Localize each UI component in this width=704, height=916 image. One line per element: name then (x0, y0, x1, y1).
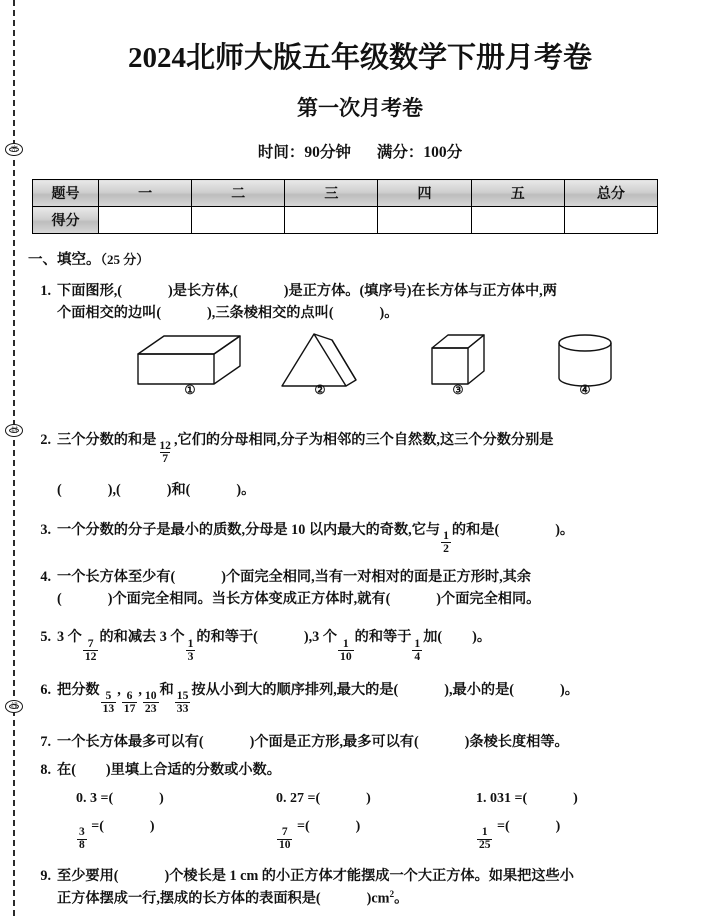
q1-text-b: )是长方体,( (168, 283, 238, 299)
q9-unit-exponent: 2 (389, 888, 395, 899)
figure-3-caption: ③ (452, 383, 464, 397)
question-8-number: 8. (40, 761, 51, 778)
score-cell-5[interactable] (564, 207, 657, 234)
q6-sep-3: 和 (159, 681, 174, 698)
question-8-fraction-row (30, 819, 690, 852)
q1-text-e: ),三条棱相交的点叫( (207, 305, 334, 321)
question-7 (30, 731, 690, 753)
question-6-line-1 (57, 679, 690, 715)
score-cell-2[interactable] (285, 207, 378, 234)
q2-frac-numerator: 12 (159, 439, 171, 453)
q4-text-d: )个面完全相同。当长方体变成正方体时,就有( (107, 591, 391, 608)
q5-text-d: ),3 个 (303, 629, 338, 646)
q8-decimal-item-2 (276, 791, 476, 807)
q5-fraction-1 (83, 638, 99, 663)
section-heading-1 (28, 248, 690, 269)
q3-fraction (441, 530, 451, 555)
q3-frac-denominator: 2 (443, 542, 449, 556)
score-table-col-2: 三 (285, 180, 378, 207)
score-table-score-row (33, 207, 658, 234)
q8-d1-left: 0. 3 =( (76, 790, 114, 806)
question-1 (30, 280, 690, 324)
q5-f3-num: 1 (342, 636, 349, 650)
score-table-col-3: 四 (378, 180, 471, 207)
question-5-line-1 (57, 626, 690, 662)
q3-text-b: 的和是( (451, 522, 500, 539)
exam-page (30, 0, 690, 909)
question-9-line-1 (57, 865, 690, 887)
q2-text-b: ,它们的分母相同,分子为相邻的三个自然数,这三个分数分别是 (173, 432, 554, 448)
question-2 (30, 429, 690, 501)
q6-f1-den: 13 (102, 701, 115, 715)
q7-text-a: 一个长方体最多可以有( (57, 733, 204, 750)
question-4-number: 4. (40, 569, 51, 586)
q8-decimal-item-3 (476, 791, 676, 807)
q9-text-a: 至少要用( (57, 867, 119, 884)
q7-text-b: )个面是正方形,最多可以有( (249, 733, 419, 750)
score-table-col-5: 总分 (564, 180, 657, 207)
question-2-line-1 (57, 429, 690, 465)
figure-cylinder (525, 332, 645, 397)
q8-f2-num: 7 (281, 825, 288, 838)
q6-fraction-1 (101, 690, 117, 715)
q4-text-e: )个面完全相同。 (436, 591, 541, 608)
q3-text-a: 一个分数的分子是最小的质数,分母是 10 以内最大的奇数,它与 (57, 522, 441, 539)
q4-text-c: ( (57, 591, 62, 608)
q8-f2 (277, 827, 292, 852)
figure-2-caption: ② (314, 383, 326, 397)
q6-sep-1: , (117, 681, 121, 698)
q2-frac-denominator: 7 (162, 452, 169, 466)
q3-text-c: )。 (555, 522, 575, 539)
q6-f3-num: 10 (144, 688, 157, 702)
score-table-header-row (33, 180, 658, 207)
q8-f2-right: ) (355, 818, 361, 834)
question-8-decimal-row (30, 791, 690, 807)
q6-text-d: )。 (560, 681, 579, 698)
total-score-label: 满分：100分 (376, 144, 463, 161)
figure-triangular-prism (260, 332, 380, 397)
figure-1-caption: ① (184, 383, 196, 397)
q8-d3-left: 1. 031 =( (476, 790, 528, 806)
question-9-number: 9. (40, 867, 51, 884)
score-table-col-1: 二 (192, 180, 285, 207)
q8-fraction-item-3 (476, 819, 676, 852)
question-9 (30, 865, 690, 910)
q6-text-a: 把分数 (57, 681, 100, 698)
q8-f1-den: 8 (79, 838, 85, 851)
q8-d2-left: 0. 27 =( (276, 790, 321, 806)
q9-text-d: )cm (366, 890, 390, 907)
question-4-line-1 (57, 566, 690, 588)
seal-mark-3: 线 (5, 700, 23, 713)
page-title: 2024北师大版五年级数学下册月考卷 (127, 42, 592, 74)
q1-text-c: )是正方体。(填序号)在长方体与正方体中,两 (283, 283, 557, 299)
q6-text-c: ),最小的是( (444, 681, 515, 698)
q5-f3-den: 10 (340, 649, 352, 663)
q1-text-f: )。 (379, 305, 399, 321)
q8-decimal-item-1 (76, 791, 276, 807)
q4-text-b: )个面完全相同,当有一对相对的面是正方形时,其余 (221, 569, 531, 586)
q6-f2-num: 6 (126, 688, 133, 702)
question-8 (30, 759, 690, 781)
q1-text-a: 下面图形,( (57, 283, 123, 299)
score-table (32, 179, 658, 234)
question-1-figures (30, 332, 690, 418)
seal-mark-2: 封 (5, 424, 23, 437)
page-subtitle: 第一次月考卷 (297, 96, 423, 120)
q8-d2-right: ) (366, 790, 371, 806)
q5-f4-den: 4 (414, 649, 421, 663)
q5-text-b: 的和减去 3 个 (99, 629, 185, 646)
question-5-number: 5. (40, 629, 51, 646)
question-4 (30, 566, 690, 610)
section-title: 一、填空。 (28, 252, 101, 268)
question-1-line-2 (57, 302, 690, 324)
q2-fraction (157, 440, 173, 465)
q8-f1-right: ) (149, 818, 155, 834)
q6-fraction-4 (175, 690, 191, 715)
q2-text-e: )和( (166, 482, 191, 499)
question-4-line-2 (57, 588, 690, 610)
q8-f3 (477, 827, 492, 852)
q6-fraction-2 (122, 690, 138, 715)
q3-frac-numerator: 1 (443, 529, 449, 543)
section-points: （25 分） (100, 252, 150, 267)
q5-text-a: 3 个 (57, 629, 82, 646)
q6-f3-den: 23 (144, 701, 157, 715)
q8-fraction-item-2 (276, 819, 476, 852)
q5-text-g: )。 (472, 629, 492, 646)
question-3-number: 3. (40, 522, 51, 539)
q8-f1-left: =( (91, 818, 104, 834)
q8-text-a: 在( (57, 761, 76, 778)
q6-f1-num: 5 (105, 688, 112, 702)
q2-text-a: 三个分数的和是 (57, 432, 157, 448)
question-7-line-1 (57, 731, 690, 753)
score-cell-4[interactable] (471, 207, 564, 234)
q6-text-b: 按从小到大的顺序排列,最大的是( (191, 681, 399, 698)
question-6-number: 6. (40, 681, 51, 698)
q1-text-d: 个面相交的边叫( (57, 305, 162, 321)
q5-f2-num: 1 (187, 636, 194, 650)
seal-mark-1: 密 (5, 143, 23, 156)
q8-d1-right: ) (159, 790, 164, 806)
figure-rectangular-prism (130, 332, 250, 397)
q4-text-a: 一个长方体至少有( (57, 569, 176, 586)
score-table-row-label-1: 得分 (33, 207, 99, 234)
q8-f1 (77, 827, 87, 852)
score-table-col-0: 一 (99, 180, 192, 207)
score-cell-3[interactable] (378, 207, 471, 234)
figure-4-caption: ④ (579, 383, 591, 397)
question-1-line-1 (57, 280, 690, 302)
q9-text-e: 。 (394, 890, 409, 907)
score-cell-1[interactable] (192, 207, 285, 234)
q9-text-c: 正方体摆成一行,摆成的长方体的表面积是( (57, 890, 321, 907)
q7-text-c: )条棱长度相等。 (464, 733, 569, 750)
q6-sep-2: , (138, 681, 142, 698)
q8-d3-right: ) (573, 790, 578, 806)
q6-f4-den: 33 (176, 701, 189, 715)
q5-fraction-4 (412, 638, 422, 663)
q5-f1-den: 12 (84, 649, 97, 663)
question-7-number: 7. (40, 733, 51, 750)
score-table-row-label-0: 题号 (33, 180, 99, 207)
question-3 (30, 519, 690, 555)
q6-f4-num: 15 (176, 688, 189, 702)
q5-f1-num: 7 (87, 636, 94, 650)
exam-meta (30, 140, 690, 162)
q5-f2-den: 3 (187, 649, 194, 663)
q5-fraction-2 (186, 638, 196, 663)
q5-text-f: 加( (423, 629, 443, 646)
q8-f3-den: 25 (479, 838, 491, 851)
question-5 (30, 626, 690, 662)
question-3-line-1 (57, 519, 690, 555)
q8-text-b: )里填上合适的分数或小数。 (105, 761, 281, 778)
q8-f2-left: =( (296, 818, 310, 834)
q5-text-c: 的和等于( (196, 629, 258, 646)
question-2-line-2 (57, 479, 690, 501)
question-8-line-1 (57, 759, 690, 781)
question-1-number: 1. (40, 283, 51, 299)
score-cell-0[interactable] (99, 207, 192, 234)
binding-dashed-line (13, 0, 15, 916)
question-2-number: 2. (40, 432, 51, 448)
figure-cube (398, 332, 518, 397)
q2-text-c: ( (57, 482, 62, 499)
q2-text-f: )。 (236, 482, 256, 499)
q9-text-b: )个棱长是 1 cm 的小正方体才能摆成一个大正方体。如果把这些小 (164, 867, 574, 884)
q8-f3-num: 1 (481, 825, 488, 838)
score-table-col-4: 五 (471, 180, 564, 207)
q8-f1-num: 3 (79, 825, 85, 838)
q6-fraction-3 (143, 690, 159, 715)
q5-text-e: 的和等于 (354, 629, 412, 646)
q2-text-d: ),( (107, 482, 121, 499)
question-9-line-2 (57, 887, 690, 910)
q8-f3-left: =( (496, 818, 510, 834)
q5-f4-num: 1 (414, 636, 421, 650)
question-6 (30, 679, 690, 715)
q8-fraction-item-1 (76, 819, 276, 852)
time-label: 时间：90分钟 (257, 144, 351, 161)
q8-f2-den: 10 (279, 838, 291, 851)
q6-f2-den: 17 (123, 701, 136, 715)
q5-fraction-3 (338, 638, 354, 663)
q8-f3-right: ) (555, 818, 561, 834)
